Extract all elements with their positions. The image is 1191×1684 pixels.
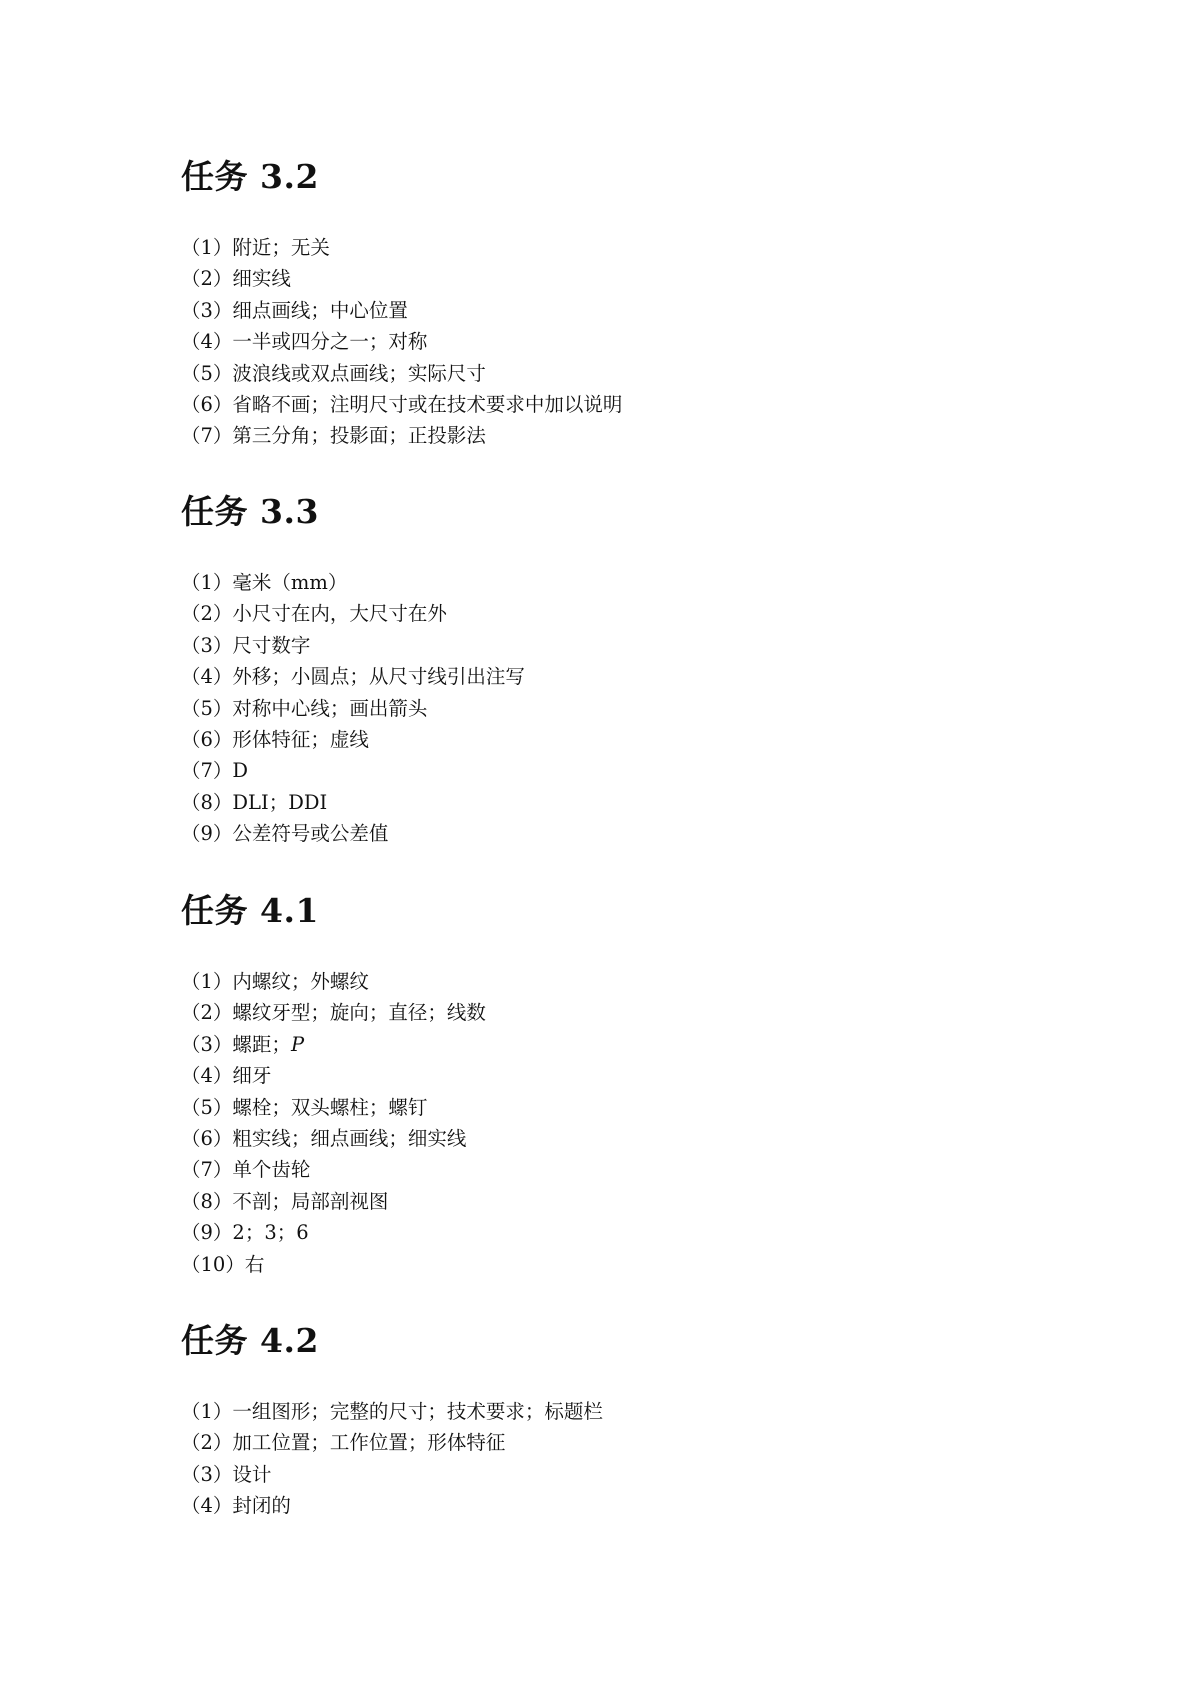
item-number: （1）: [181, 571, 233, 594]
answer-list: [181, 232, 622, 452]
item-text: 设计: [232, 1462, 272, 1486]
list-item: [181, 1490, 603, 1521]
item-number: （9）: [181, 822, 233, 846]
item-number: （2）: [181, 1431, 233, 1455]
item-number: （1）: [181, 970, 233, 993]
section-title: 任务 3.2: [181, 157, 319, 196]
section-task-3-2: [181, 152, 1081, 448]
item-text: 加工位置；工作位置；形体特征: [232, 1431, 506, 1455]
list-item: [181, 358, 622, 389]
list-item: [181, 1029, 486, 1060]
item-number: （5）: [181, 1095, 233, 1119]
item-text: 粗实线；细点画线；细实线: [232, 1126, 467, 1150]
list-item: [181, 818, 525, 849]
list-item: [181, 1186, 486, 1217]
list-item: [181, 1427, 603, 1458]
item-text: 第三分角；投影面；正投影法: [232, 424, 486, 448]
list-item: [181, 567, 525, 598]
answer-list: [181, 567, 525, 850]
item-number: （7）: [181, 759, 233, 783]
item-number: （4）: [181, 665, 233, 689]
item-text: 一组图形；完整的尺寸；技术要求；标题栏: [232, 1400, 603, 1423]
section-title: 任务 4.2: [181, 1321, 319, 1360]
list-item: [181, 1092, 486, 1123]
item-text: 细点画线；中心位置: [232, 298, 408, 322]
item-text: 细实线: [232, 267, 291, 291]
item-number: （5）: [181, 696, 233, 720]
item-text: 螺距；: [232, 1032, 291, 1056]
list-item: [181, 1459, 603, 1490]
item-number: （10）: [181, 1252, 245, 1276]
item-number: （1）: [181, 1400, 233, 1423]
item-number: （4）: [181, 1494, 233, 1518]
list-item: [181, 1154, 486, 1185]
item-number: （5）: [181, 361, 233, 385]
list-item: [181, 1249, 486, 1280]
list-item: [181, 420, 622, 451]
section-title: 任务 4.1: [181, 891, 319, 930]
list-item: [181, 630, 525, 661]
list-item: [181, 1060, 486, 1091]
item-number: （3）: [181, 633, 233, 657]
item-text: 内螺纹；外螺纹: [232, 970, 369, 993]
list-item: [181, 1217, 486, 1248]
item-symbol: P: [290, 1032, 305, 1056]
list-item: [181, 787, 525, 818]
section-title: 任务 3.3: [181, 492, 319, 531]
list-item: [181, 997, 486, 1028]
item-text: 外移；小圆点；从尺寸线引出注写: [232, 665, 525, 689]
item-number: （4）: [181, 330, 233, 354]
item-text: 对称中心线；画出箭头: [232, 696, 428, 720]
item-text: 小尺寸在内，大尺寸在外: [232, 602, 447, 626]
list-item: [181, 724, 525, 755]
item-text: 一半或四分之一；对称: [232, 330, 428, 354]
answer-list: [181, 1396, 603, 1522]
item-number: （8）: [181, 1189, 233, 1213]
item-text: 螺纹牙型；旋向；直径；线数: [232, 1001, 486, 1025]
item-text: 不剖；局部剖视图: [232, 1189, 389, 1213]
item-text: 2；3；6: [232, 1221, 309, 1245]
item-number: （4）: [181, 1064, 233, 1088]
list-item: [181, 389, 622, 420]
list-item: [181, 755, 525, 786]
item-text: 细牙: [232, 1064, 272, 1088]
list-item: [181, 1123, 486, 1154]
item-text: 螺栓；双头螺柱；螺钉: [232, 1095, 428, 1119]
list-item: [181, 326, 622, 357]
item-number: （3）: [181, 1462, 233, 1486]
list-item: [181, 693, 525, 724]
item-number: （2）: [181, 1001, 233, 1025]
item-text: 波浪线或双点画线；实际尺寸: [232, 361, 486, 385]
list-item: [181, 598, 525, 629]
item-number: （8）: [181, 790, 233, 814]
item-number: （2）: [181, 602, 233, 626]
list-item: [181, 263, 622, 294]
item-text: 右: [244, 1252, 265, 1276]
item-text: 公差符号或公差值: [232, 822, 389, 846]
item-number: （3）: [181, 1032, 233, 1056]
item-number: （7）: [181, 424, 233, 448]
answer-list: [181, 966, 486, 1280]
item-number: （2）: [181, 267, 233, 291]
item-number: （9）: [181, 1221, 233, 1245]
item-text: DLI；DDI: [232, 790, 328, 814]
list-item: [181, 232, 622, 263]
list-item: [181, 295, 622, 326]
list-item: [181, 661, 525, 692]
item-text: 尺寸数字: [232, 633, 311, 657]
item-text: 单个齿轮: [232, 1158, 311, 1182]
item-number: （6）: [181, 392, 233, 416]
section-task-4-1: [181, 886, 1081, 1276]
item-number: （7）: [181, 1158, 233, 1182]
item-number: （6）: [181, 727, 233, 751]
item-text: 毫米（mm）: [232, 571, 348, 594]
item-text: 省略不画；注明尺寸或在技术要求中加以说明: [232, 392, 623, 416]
item-number: （1）: [181, 236, 233, 259]
section-task-4-2: [181, 1316, 1081, 1518]
item-number: （3）: [181, 298, 233, 322]
item-text: 封闭的: [232, 1494, 291, 1518]
item-number: （6）: [181, 1126, 233, 1150]
item-text: D: [232, 759, 249, 783]
list-item: [181, 1396, 603, 1427]
section-task-3-3: [181, 487, 1081, 846]
list-item: [181, 966, 486, 997]
item-text: 附近；无关: [232, 236, 330, 259]
item-text: 形体特征；虚线: [232, 727, 369, 751]
